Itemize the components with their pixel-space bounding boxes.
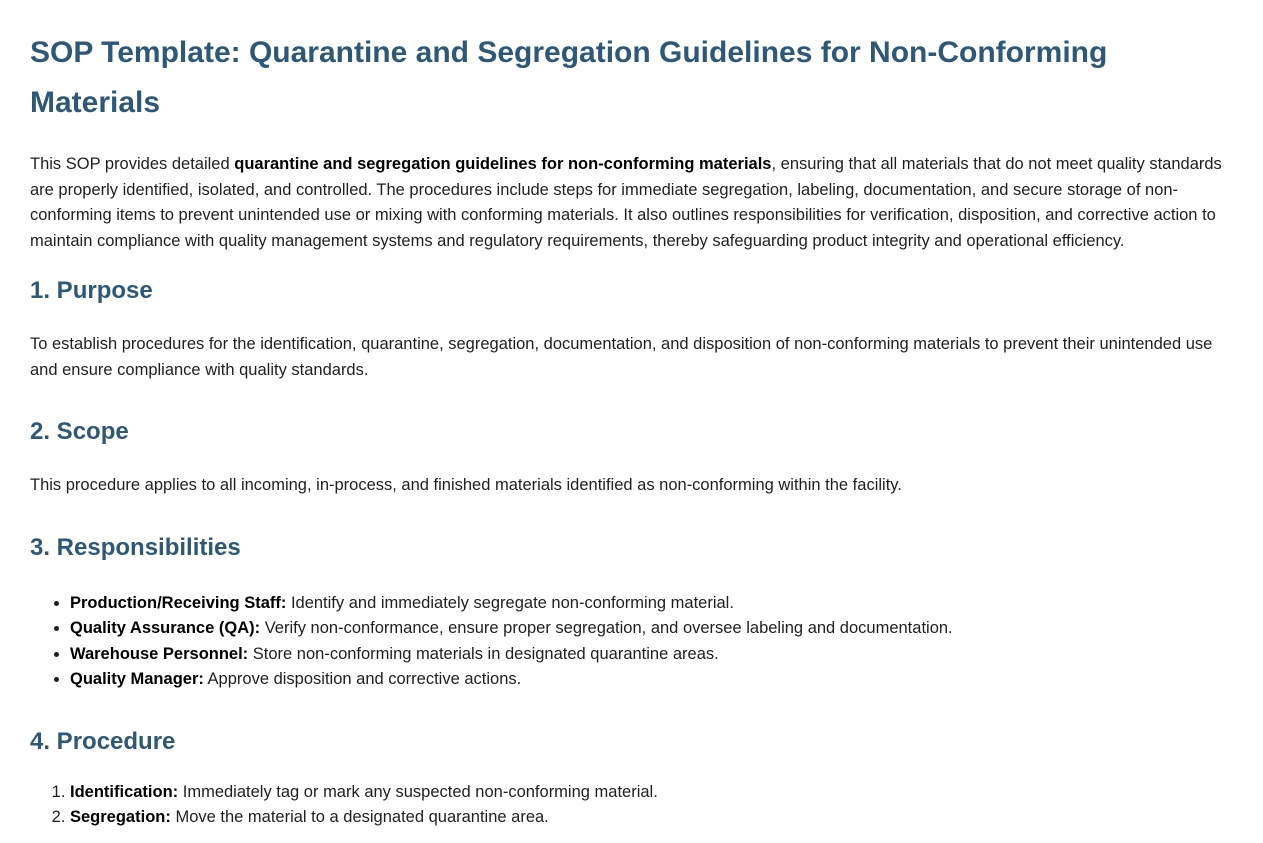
section-purpose [30, 275, 1233, 383]
scope-heading: 2. Scope [30, 418, 129, 445]
purpose-heading: 1. Purpose [30, 277, 153, 304]
responsibilities-list [30, 591, 1233, 693]
list-item-label: Warehouse Personnel: [70, 644, 249, 663]
list-item-label: Segregation: [70, 808, 171, 826]
scope-paragraph: This procedure applies to all incoming, in-process, and finished materials identified as non-conforming within the facility. [30, 476, 902, 494]
list-item-text: Verify non-conformance, ensure proper segregation, and oversee labeling and documentation. [260, 619, 953, 637]
responsibilities-heading: 3. Responsibilities [30, 533, 241, 561]
procedure-list [30, 780, 1233, 831]
page-title: SOP Template: Quarantine and Segregation Guidelines for Non-Conforming Materials [30, 36, 1108, 119]
list-item [70, 642, 1233, 668]
list-item [70, 667, 1233, 693]
intro-bold-phrase: quarantine and segregation guidelines for non-conforming materials [234, 155, 772, 173]
list-item-text: Identify and immediately segregate non-conforming material. [286, 593, 734, 612]
intro-text-after: , ensuring that all materials that do not meet quality standards are properly identified, isolated, and controlled. The procedures include steps for immediate segregation, labeling, documentation, and secure storage of non-conforming items to prevent unintended use or mixing with conforming materials. It also outlines responsibilities for verification, disposition, and corrective action to maintain compliance with quality management systems and regulatory requirements, thereby safeguarding product integrity and operational efficiency. [30, 155, 1222, 250]
sop-document [30, 28, 1233, 831]
list-item-label: Production/Receiving Staff: [70, 593, 287, 612]
list-item-label: Quality Manager: [70, 670, 204, 688]
section-responsibilities [30, 532, 1233, 693]
list-item-text: Store non-conforming materials in designated quarantine areas. [248, 644, 719, 663]
list-item-label: Quality Assurance (QA): [70, 619, 261, 637]
list-item [70, 591, 1233, 617]
list-item-text: Approve disposition and corrective actions. [203, 670, 522, 688]
list-item-clipped [70, 805, 1233, 831]
intro-text-before: This SOP provides detailed [30, 155, 235, 173]
list-item-text: Immediately tag or mark any suspected non-conforming material. [178, 782, 658, 801]
procedure-heading: 4. Procedure [30, 727, 176, 755]
intro-paragraph [30, 152, 1233, 254]
list-item-label: Identification: [70, 782, 179, 801]
list-item-text: Move the material to a designated quarantine area. [170, 808, 549, 826]
purpose-paragraph: To establish procedures for the identification, quarantine, segregation, documentation, and disposition of non-conforming materials to prevent their unintended use and ensure compliance with quality standards. [30, 335, 1213, 379]
section-scope [30, 416, 1233, 499]
list-item [70, 616, 1233, 642]
list-item [70, 780, 1233, 806]
